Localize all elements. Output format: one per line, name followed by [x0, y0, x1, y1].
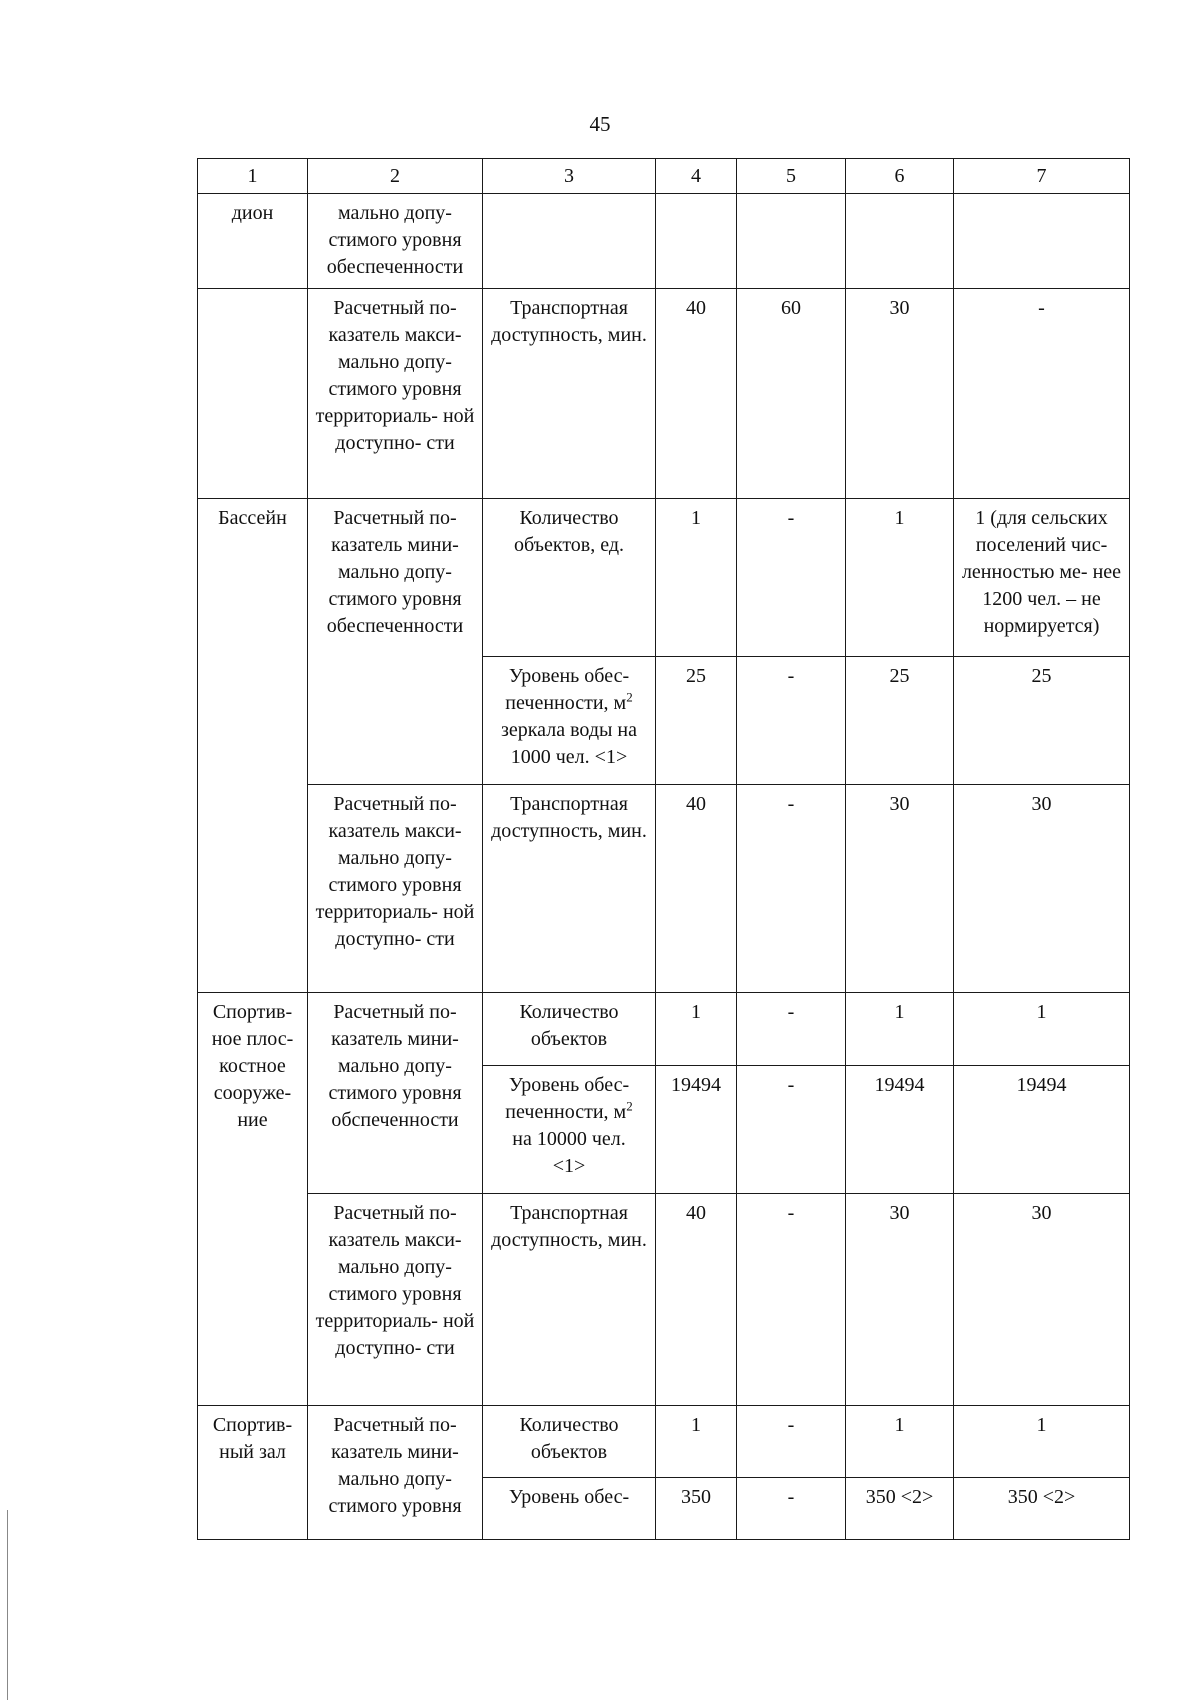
- unit-cell: Количество объектов: [483, 1406, 656, 1478]
- value-cell: 19494: [846, 1066, 954, 1194]
- scan-edge-mark: [7, 1510, 8, 1700]
- value-cell: 1: [954, 1406, 1130, 1478]
- value-cell: 1: [656, 993, 737, 1066]
- empty-cell: [656, 194, 737, 289]
- value-cell: 30: [954, 785, 1130, 993]
- table-row: [198, 785, 1130, 993]
- value-cell: -: [737, 1478, 846, 1540]
- unit-cell: [483, 657, 656, 785]
- norms-table: [197, 158, 1130, 1540]
- value-cell: 1: [846, 1406, 954, 1478]
- value-cell: 40: [656, 1194, 737, 1406]
- unit-cell: Транспортная доступность, мин.: [483, 785, 656, 993]
- unit-text: зеркала воды на 1000 чел. <1>: [500, 719, 638, 768]
- value-cell: -: [737, 1066, 846, 1194]
- table-row: [198, 1406, 1130, 1478]
- unit-cell: Количество объектов: [483, 993, 656, 1066]
- empty-cell: [954, 194, 1130, 289]
- table-row: [198, 194, 1130, 289]
- value-cell: -: [737, 657, 846, 785]
- column-header: 7: [954, 159, 1130, 194]
- value-cell: 60: [737, 289, 846, 499]
- value-cell: 25: [656, 657, 737, 785]
- value-cell: 40: [656, 289, 737, 499]
- value-cell: -: [954, 289, 1130, 499]
- value-cell: 350 <2>: [954, 1478, 1130, 1540]
- value-cell: -: [737, 1406, 846, 1478]
- indicator-cell: Расчетный по- казатель макси- мально допу- стимого уровня территориаль- ной доступно- сти: [308, 1194, 483, 1406]
- table-row: [198, 499, 1130, 657]
- value-cell: 30: [846, 785, 954, 993]
- table-row: [198, 289, 1130, 499]
- value-cell: 1: [954, 993, 1130, 1066]
- value-cell: -: [737, 499, 846, 657]
- value-cell: 19494: [954, 1066, 1130, 1194]
- empty-cell: [846, 194, 954, 289]
- value-cell: 19494: [656, 1066, 737, 1194]
- unit-text: Уровень обес- печенности, м: [505, 665, 630, 714]
- object-type-cell: Спортив- ный зал: [198, 1406, 308, 1540]
- value-cell: 350: [656, 1478, 737, 1540]
- unit-text: Уровень обес- печенности, м: [505, 1074, 630, 1123]
- value-cell: 1: [846, 499, 954, 657]
- value-cell: -: [737, 785, 846, 993]
- value-cell: 1 (для сельских поселений чис- ленностью ме- нее 1200 чел. – не нормируется): [954, 499, 1130, 657]
- unit-cell: [483, 1066, 656, 1194]
- empty-cell: [737, 194, 846, 289]
- column-header: 1: [198, 159, 308, 194]
- value-cell: 1: [656, 499, 737, 657]
- indicator-cell: Расчетный по- казатель мини- мально допу- стимого уровня обеспеченности: [308, 499, 483, 785]
- empty-cell: [483, 194, 656, 289]
- unit-text: на 10000 чел. <1>: [512, 1128, 626, 1177]
- unit-superscript: 2: [626, 1098, 633, 1114]
- value-cell: 350 <2>: [846, 1478, 954, 1540]
- indicator-cell: Расчетный по- казатель мини- мально допу- стимого уровня обспеченности: [308, 993, 483, 1194]
- unit-cell: Уровень обес-: [483, 1478, 656, 1540]
- object-type-cell: Бассейн: [198, 499, 308, 993]
- indicator-cell: Расчетный по- казатель мини- мально допу- стимого уровня: [308, 1406, 483, 1540]
- object-type-cell: дион: [198, 194, 308, 289]
- value-cell: 1: [846, 993, 954, 1066]
- unit-superscript: 2: [626, 689, 633, 705]
- unit-cell: Количество объектов, ед.: [483, 499, 656, 657]
- object-type-cell: Спортив- ное плос- костное сооруже- ние: [198, 993, 308, 1406]
- value-cell: 1: [656, 1406, 737, 1478]
- value-cell: 40: [656, 785, 737, 993]
- column-header: 5: [737, 159, 846, 194]
- value-cell: 25: [846, 657, 954, 785]
- column-header: 3: [483, 159, 656, 194]
- indicator-cell: Расчетный по- казатель макси- мально допу- стимого уровня территориаль- ной доступно- сти: [308, 785, 483, 993]
- column-header: 6: [846, 159, 954, 194]
- value-cell: -: [737, 1194, 846, 1406]
- table-row: [198, 1194, 1130, 1406]
- indicator-cell: мально допу- стимого уровня обеспеченности: [308, 194, 483, 289]
- unit-cell: Транспортная доступность, мин.: [483, 289, 656, 499]
- value-cell: 30: [846, 289, 954, 499]
- column-header: 4: [656, 159, 737, 194]
- value-cell: -: [737, 993, 846, 1066]
- value-cell: 25: [954, 657, 1130, 785]
- table-header-row: [198, 159, 1130, 194]
- empty-cell: [198, 289, 308, 499]
- unit-cell: Транспортная доступность, мин.: [483, 1194, 656, 1406]
- value-cell: 30: [954, 1194, 1130, 1406]
- value-cell: 30: [846, 1194, 954, 1406]
- page-number: 45: [589, 112, 611, 136]
- indicator-cell: Расчетный по- казатель макси- мально допу- стимого уровня территориаль- ной доступно- сти: [308, 289, 483, 499]
- table-row: [198, 993, 1130, 1066]
- column-header: 2: [308, 159, 483, 194]
